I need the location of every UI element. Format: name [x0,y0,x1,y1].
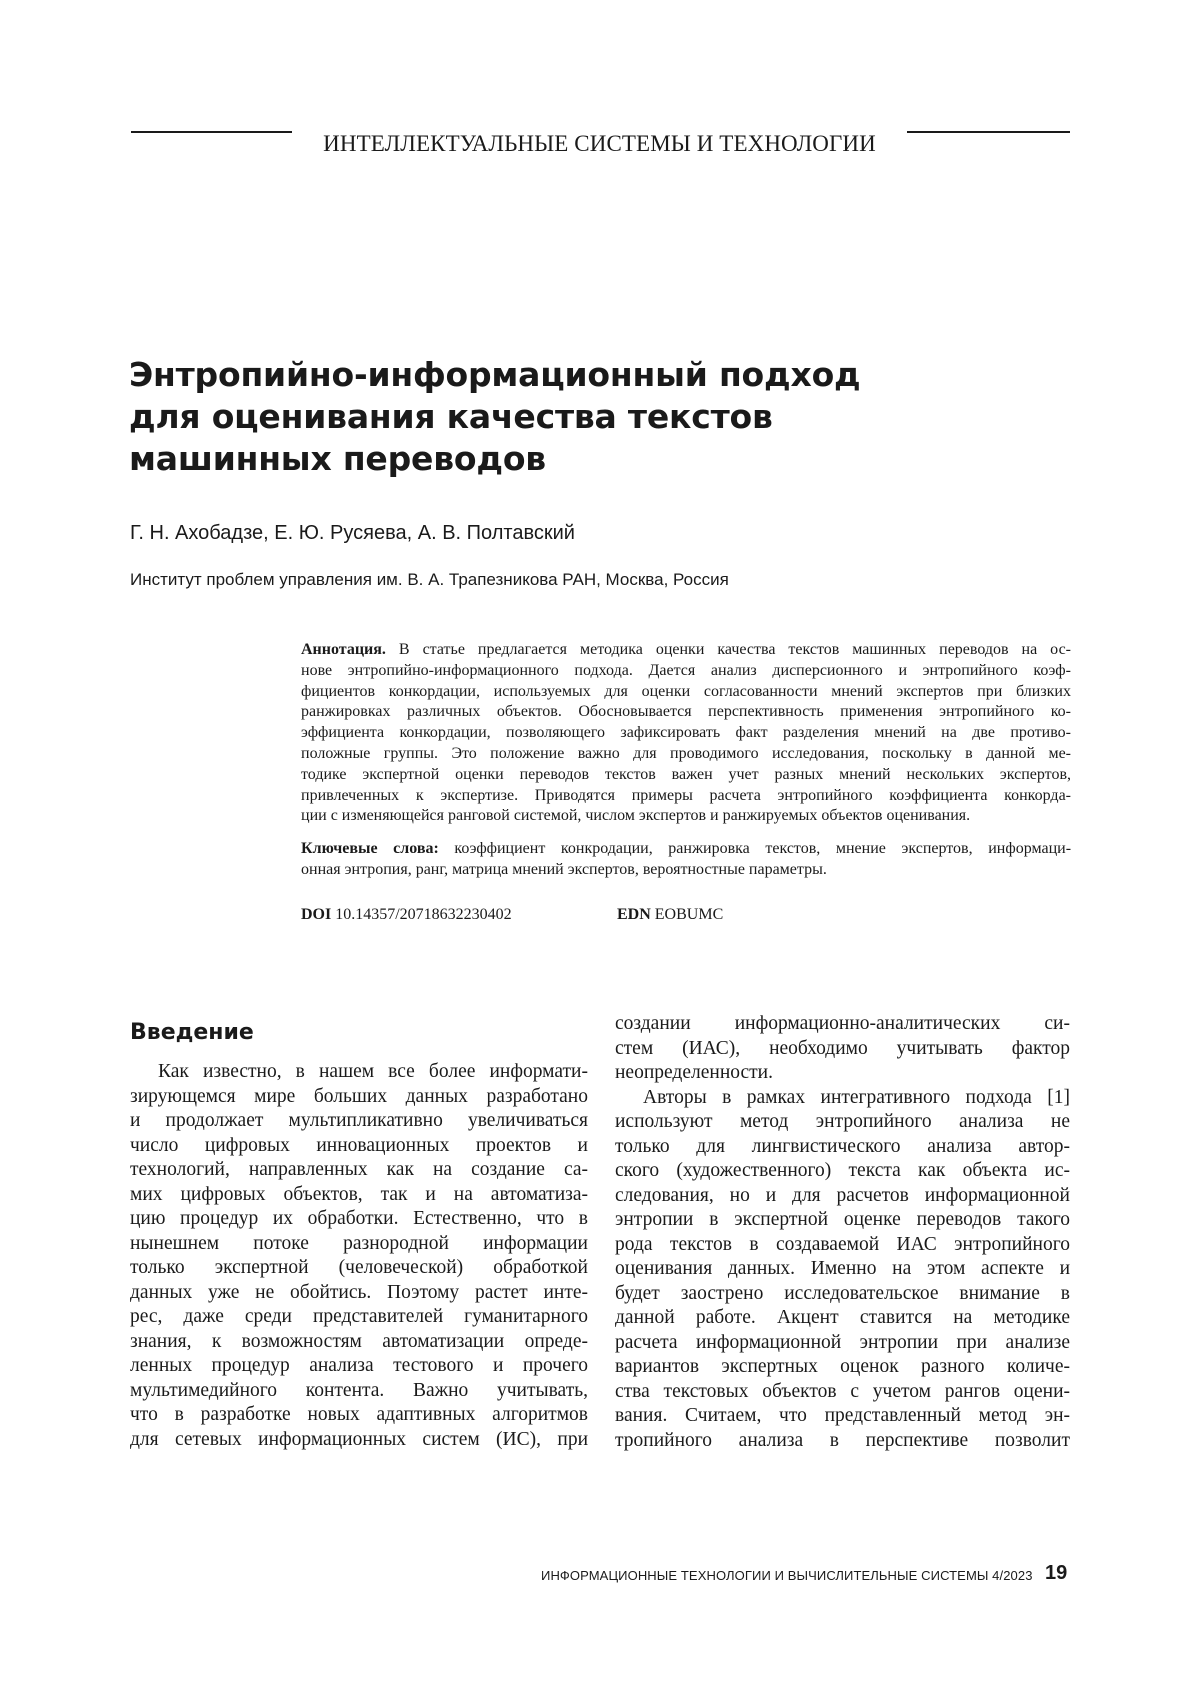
body-line: технологий, направленных как на создание са- [130,1159,588,1180]
section-heading-introduction: Введение [130,1020,254,1045]
body-line: тропийного анализа в перспективе позволит [615,1429,1070,1451]
body-line: нынешнем потоке разнородной информации [130,1232,588,1254]
body-column-left [130,1060,588,1452]
abstract-line: Аннотация. В статье предлагается методика оценки качества текстов машинных переводов на ос- [301,641,1072,658]
body-line: что в разработке новых адаптивных алгоритмов [130,1404,588,1425]
body-line: стем (ИАС), необходимо учитывать фактор [615,1037,1070,1059]
footer-journal-name: ИНФОРМАЦИОННЫЕ ТЕХНОЛОГИИ И ВЫЧИСЛИТЕЛЬНЫЕ СИСТЕМЫ 4/2023 [541,1568,1033,1583]
abstract-line: эффициента конкордации, позволяющего зафиксировать факт разделения мнений на две противо- [301,724,1071,742]
body-line: ленных процедур анализа тестового и прочего [130,1355,588,1376]
body-line: вания. Считаем, что представленный метод эн- [615,1405,1070,1426]
body-line: используют метод энтропийного анализа не [615,1111,1070,1132]
body-line: цию процедур их обработки. Естественно, что в [130,1208,588,1229]
doi-value: 10.14357/20718632230402 [335,906,512,923]
title-line: машинных переводов [129,439,546,478]
body-line: энтропии в экспертной оценке переводов такого [615,1209,1070,1230]
body-line: для сетевых информационных систем (ИС), при [130,1428,588,1450]
edn [617,905,723,926]
body-line: и продолжает мультипликативно увеличиваться [130,1110,588,1131]
doi [301,905,512,926]
abstract-line: положные группы. Это положение важно для проводимого исследования, поскольку в данной ме- [301,744,1071,762]
abstract-line: тодике экспертной оценки переводов текстов важен учет разных мнений нескольких экспертов, [301,765,1071,783]
doi-label: DOI [301,906,332,923]
body-line: мих цифровых объектов, так и на автоматиза- [130,1183,588,1205]
abstract-line: фициентов конкордации, используемых для оценки согласованности мнений экспертов при близких [301,682,1071,700]
abstract-line: ции с изменяющейся ранговой системой, числом экспертов и ранжируемых объектов оценивания. [301,807,971,825]
keywords-label: Ключевые слова: [301,840,439,857]
title-line: для оценивания качества текстов [129,397,773,436]
body-column-right [615,1012,1070,1453]
body-line: создании информационно-аналитических си- [615,1013,1070,1034]
body-line: будет заострено исследовательское внимание в [615,1282,1070,1304]
abstract-line: привлеченных к экспертизе. Приводятся примеры расчета энтропийного коэффициента конкорда- [301,786,1071,804]
body-line: данной работе. Акцент ставится на методике [615,1307,1070,1328]
abstract-line: ранжировках различных объектов. Обосновывается перспективность применения энтропийного ко- [301,703,1071,721]
keywords [301,839,1071,881]
abstract-line: нове энтропийно-информационного подхода. Дается анализ дисперсионного и энтропийного коэф- [301,661,1071,679]
header-rule-right [907,131,1070,133]
body-line: число цифровых инновационных проектов и [130,1134,588,1156]
body-line: данных уже не обойтись. Поэтому растет инте- [130,1281,588,1303]
body-line: рес, даже среди представителей гуманитарного [130,1306,588,1327]
body-line: мультимедийного контента. Важно учитывать, [130,1379,588,1401]
body-line: рода текстов в создаваемой ИАС энтропийного [615,1233,1070,1255]
authors: Г. Н. Ахобадзе, Е. Ю. Русяева, А. В. Полтавский [130,522,575,544]
body-line: знания, к возможностям автоматизации опреде- [130,1330,588,1352]
body-line: Как известно, в нашем все более информати- [158,1061,588,1082]
article-title [129,354,1069,480]
body-line: неопределенности. [615,1062,773,1083]
body-line: ского (художественного) текста как объекта ис- [615,1160,1070,1181]
body-line: ства текстовых объектов с учетом рангов оцени- [615,1380,1070,1402]
title-line: Энтропийно-информационный подход [129,355,861,394]
keywords-line: онная энтропия, ранг, матрица мнений экспертов, вероятностные параметры. [301,860,827,878]
edn-label: EDN [617,906,651,923]
body-line: только экспертной (человеческой) обработкой [130,1257,588,1278]
affiliation: Институт проблем управления им. В. А. Трапезникова РАН, Москва, Россия [130,570,729,589]
body-line: зирующемся мире больших данных разработано [130,1085,588,1107]
edn-value: EOBUMC [654,906,724,923]
section-header: ИНТЕЛЛЕКТУАЛЬНЫЕ СИСТЕМЫ И ТЕХНОЛОГИИ [323,131,876,156]
header-rule-left [131,131,292,133]
abstract-label: Аннотация. [301,641,386,658]
keywords-line: Ключевые слова: коэффициент конкродации, ранжировка текстов, мнение экспертов, информаци- [301,840,1072,857]
abstract [301,640,1071,827]
body-line: только для лингвистического анализа автор- [615,1135,1070,1157]
body-line: следования, но и для расчетов информационной [615,1184,1070,1206]
body-line: оценивания данных. Именно на этом аспекте и [615,1258,1070,1279]
body-line: Авторы в рамках интегративного подхода [1] [643,1086,1070,1108]
body-line: вариантов экспертных оценок разного количе- [615,1356,1070,1377]
body-line: расчета информационной энтропии при анализе [615,1331,1070,1353]
page-number: 19 [1045,1562,1068,1584]
